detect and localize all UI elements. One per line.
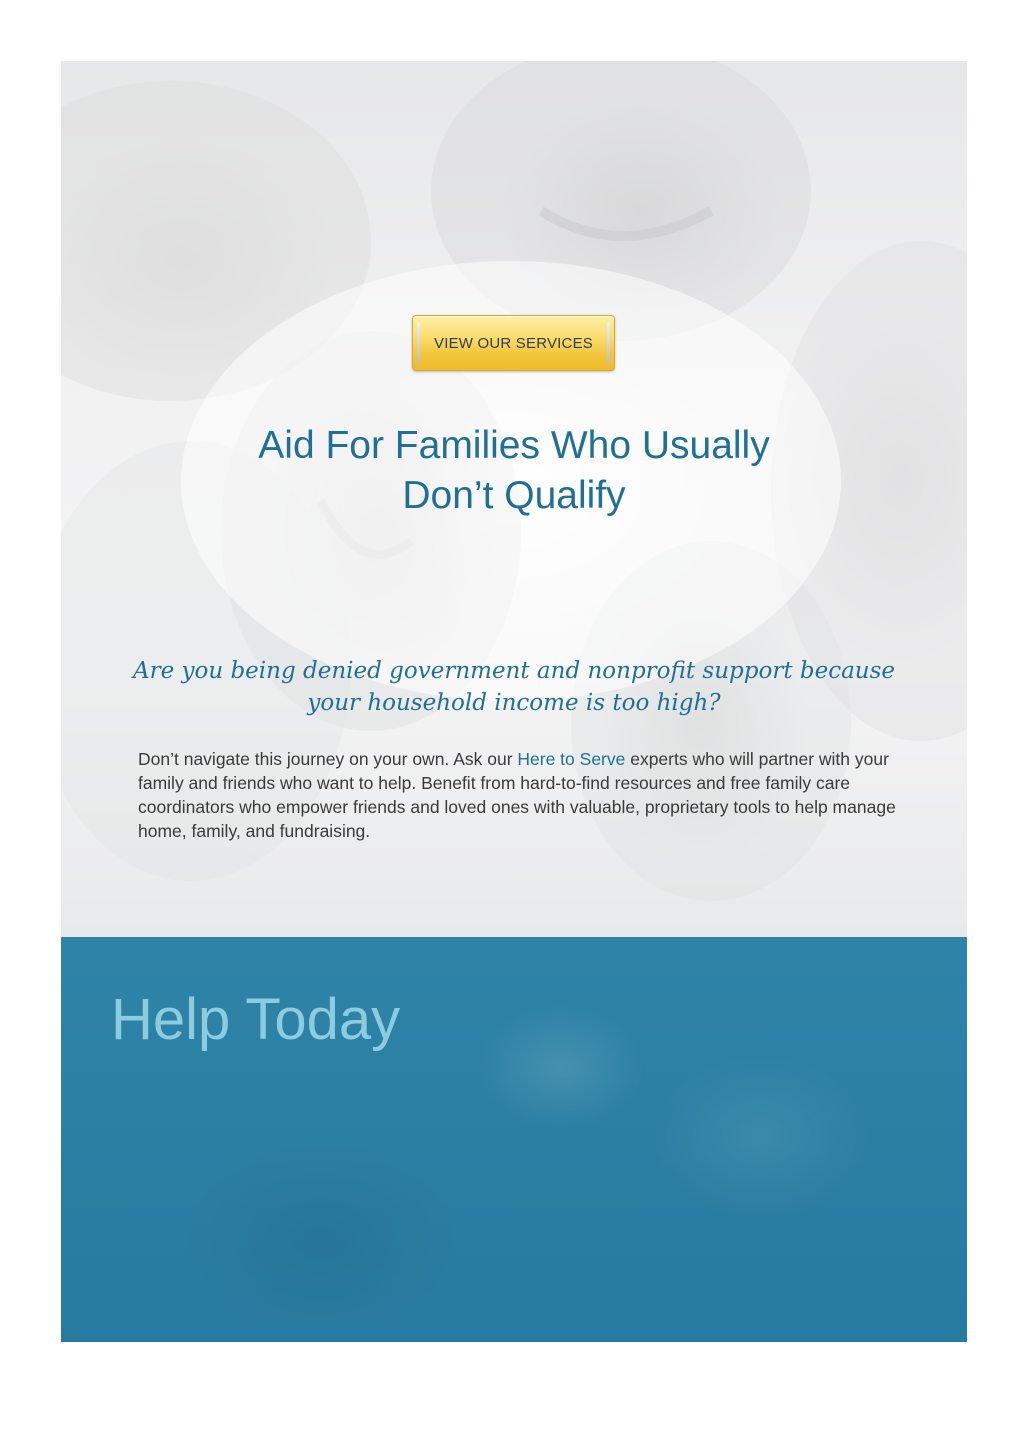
view-services-button[interactable]: VIEW OUR SERVICES [412,315,615,371]
page-headline [61,421,967,521]
hero-section [61,61,967,937]
here-to-serve-link[interactable]: Here to Serve [517,749,626,769]
income-question [61,655,967,719]
help-today-title: Help Today [111,987,401,1052]
page [61,61,967,1342]
intro-paragraph [138,747,898,843]
headline-line-1: Aid For Families Who Usually [258,424,770,467]
help-today-section [61,937,967,1342]
intro-text-end: experts who will partner with your family and friends who want to help. Benefit from hard-to-find resources and free family care coordinators who empower friends and loved ones with valuable, proprietary tools to help manage home, family, and fundraising. [138,749,896,841]
question-line-1: Are you being denied government and nonprofit support because [132,658,896,684]
question-line-2: your household income is too high? [307,690,721,716]
intro-text-start: Don’t navigate this journey on your own. Ask our [138,749,518,769]
headline-line-2: Don’t Qualify [402,474,626,517]
